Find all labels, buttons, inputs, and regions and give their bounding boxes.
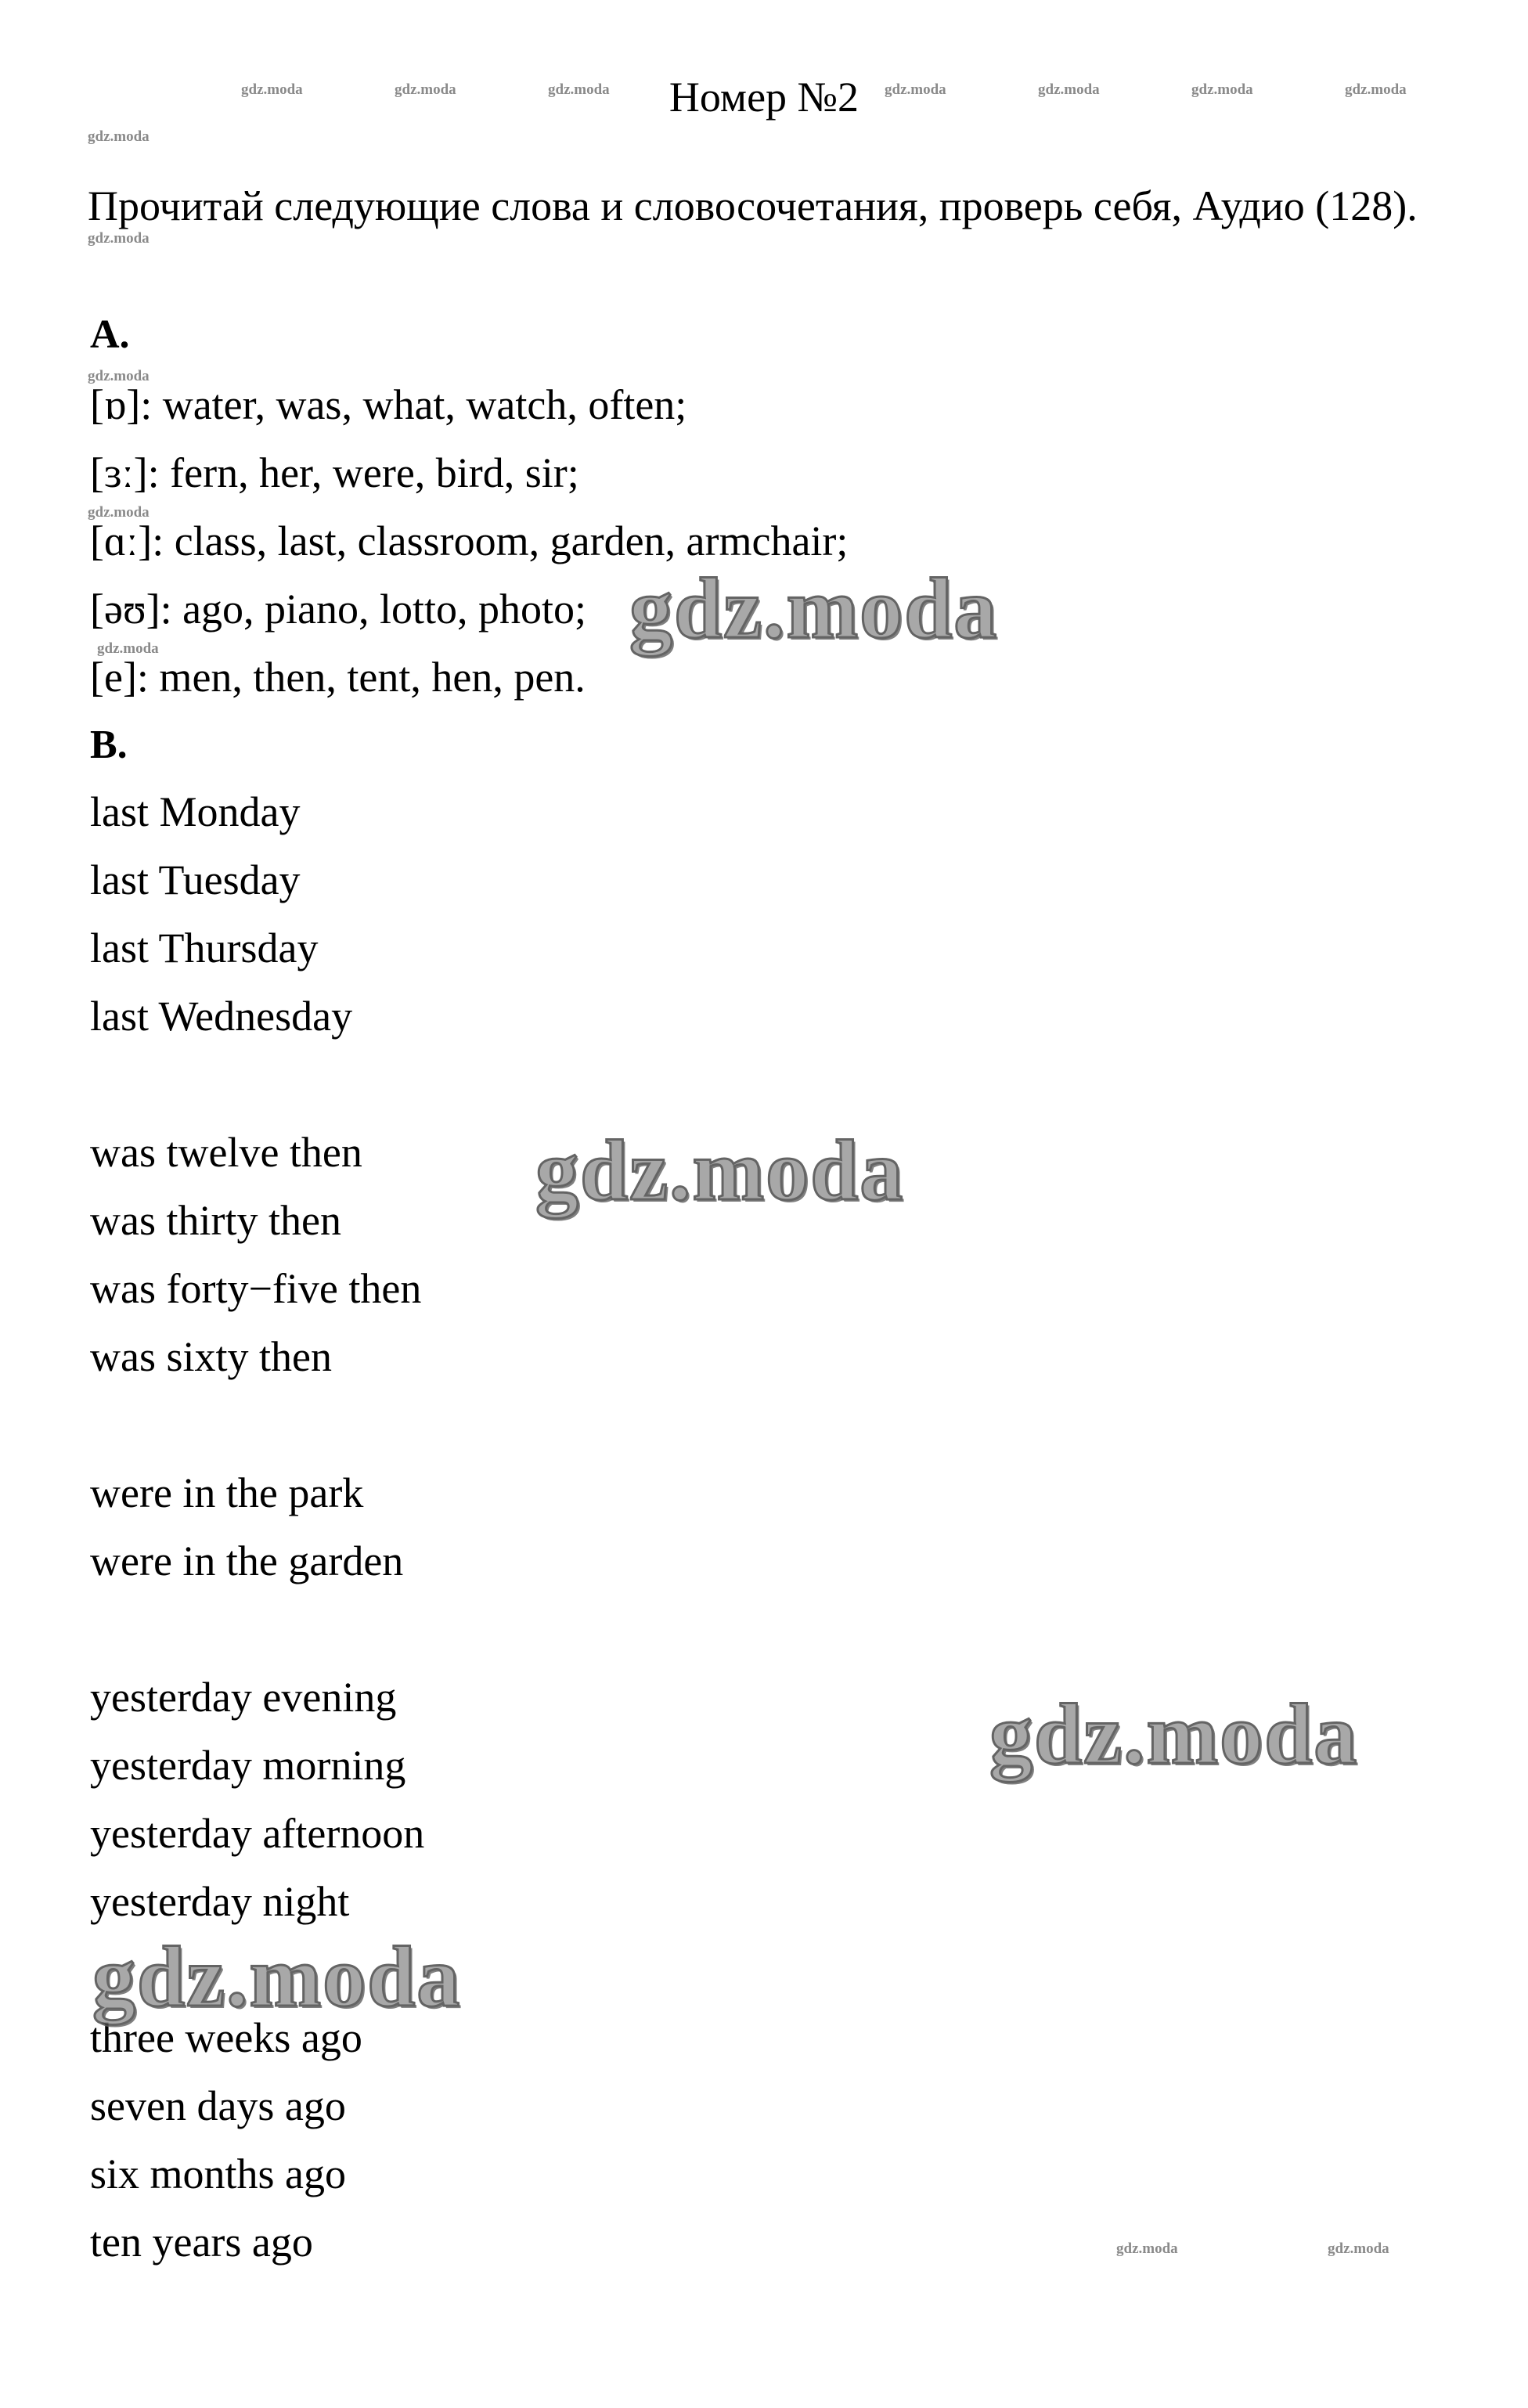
watermark-small: gdz.moda	[1328, 2240, 1389, 2257]
phrase-line: last Thursday	[90, 925, 319, 971]
watermark-large: gdz.moda	[989, 1686, 1359, 1782]
page-title: Номер №2	[668, 74, 860, 121]
phrase-line: was twelve then	[90, 1129, 362, 1176]
phrase-line: yesterday afternoon	[90, 1810, 425, 1857]
watermark-small: gdz.moda	[88, 368, 150, 384]
intro-text: Прочитай следующие слова и словосочетания, проверь себя, Аудио (128).	[88, 182, 1418, 229]
watermark-small: gdz.moda	[1191, 81, 1253, 98]
phrase-line: six months ago	[90, 2150, 347, 2197]
phrase-line: yesterday morning	[90, 1742, 406, 1789]
phrase-line: yesterday evening	[90, 1674, 397, 1721]
watermark-small: gdz.moda	[1345, 81, 1407, 98]
phonetic-line: [ɒ]: water, was, what, watch, often;	[90, 381, 687, 428]
phrase-line: ten years ago	[90, 2219, 313, 2266]
watermark-small: gdz.moda	[241, 81, 303, 98]
phonetic-line: [əʊ]: ago, piano, lotto, photo;	[90, 586, 587, 633]
watermark-small: gdz.moda	[1038, 81, 1100, 98]
phrase-line: last Monday	[90, 788, 301, 835]
watermark-small: gdz.moda	[88, 128, 150, 145]
phrase-line: was forty−five then	[90, 1265, 422, 1312]
watermark-small: gdz.moda	[97, 640, 159, 657]
watermark-small: gdz.moda	[88, 504, 150, 521]
phrase-line: three weeks ago	[90, 2014, 362, 2061]
phrase-line: were in the garden	[90, 1537, 404, 1584]
phrase-line: was thirty then	[90, 1197, 341, 1244]
watermark-small: gdz.moda	[88, 230, 150, 247]
phonetic-line: [ɜː]: fern, her, were, bird, sir;	[90, 449, 579, 496]
phrase-line: last Tuesday	[90, 856, 301, 903]
section-a-label: A.	[90, 312, 130, 357]
watermark-large: gdz.moda	[535, 1123, 905, 1218]
watermark-large: gdz.moda	[629, 561, 999, 656]
phrase-line: were in the park	[90, 1469, 364, 1516]
watermark-small: gdz.moda	[885, 81, 946, 98]
watermark-large: gdz.moda	[92, 1929, 462, 2024]
watermark-small: gdz.moda	[1116, 2240, 1178, 2257]
phrase-line: last Wednesday	[90, 993, 353, 1040]
phrase-line: seven days ago	[90, 2082, 346, 2129]
section-b-label: B.	[90, 723, 128, 767]
phrase-line: was sixty then	[90, 1333, 332, 1380]
watermark-small: gdz.moda	[395, 81, 456, 98]
phrase-line: yesterday night	[90, 1878, 350, 1925]
watermark-small: gdz.moda	[548, 81, 610, 98]
phonetic-line: [ɑː]: class, last, classroom, garden, armchair;	[90, 517, 849, 564]
phonetic-line: [e]: men, then, tent, hen, pen.	[90, 654, 586, 701]
